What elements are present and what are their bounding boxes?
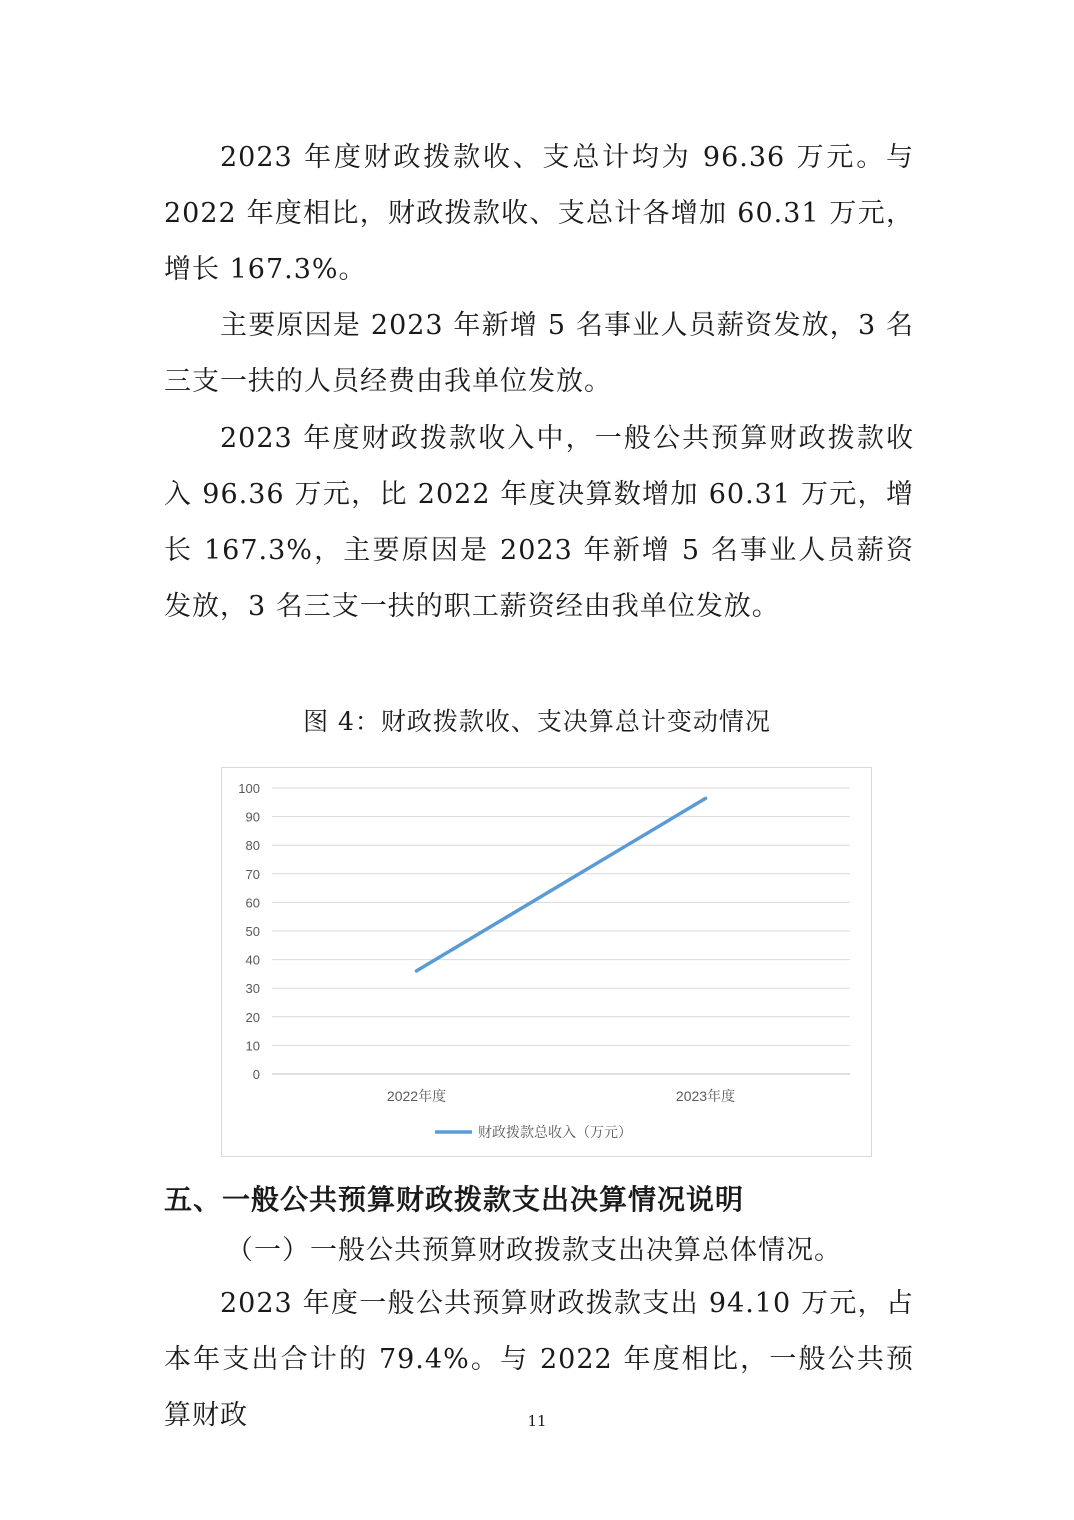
y-tick-label: 80 bbox=[245, 838, 260, 854]
y-tick-label: 60 bbox=[245, 895, 260, 911]
section-heading: 五、一般公共预算财政拨款支出决算情况说明 bbox=[164, 1183, 745, 1216]
data-point bbox=[415, 969, 418, 972]
figure-caption: 图 4：财政拨款收、支决算总计变动情况 bbox=[303, 707, 771, 736]
page-number: 11 bbox=[527, 1412, 547, 1430]
y-tick-label: 50 bbox=[245, 924, 260, 939]
y-tick-label: 100 bbox=[238, 781, 260, 796]
y-tick-label: 40 bbox=[245, 952, 260, 968]
paragraph-1: 2023 年度财政拨款收、支总计均为 96.36 万元。与 2022 年度相比，财政拨款收、支总计各增加 60.31 万元，增长 167.3%。 bbox=[164, 142, 914, 285]
y-tick-label: 20 bbox=[245, 1009, 260, 1025]
paragraph-3: 2023 年度财政拨款收入中，一般公共预算财政拨款收入 96.36 万元，比 2022 年度决算数增加 60.31 万元，增长 167.3%，主要原因是 2023 年新增 5 名事业人员薪资发放，3 名三支一扶的职工薪资经由我单位发放。 bbox=[164, 423, 914, 622]
y-tick-label: 10 bbox=[245, 1038, 260, 1054]
y-tick-label: 0 bbox=[252, 1067, 260, 1082]
y-tick-label: 70 bbox=[245, 866, 260, 882]
data-point bbox=[704, 797, 707, 800]
y-tick-label: 30 bbox=[245, 981, 260, 997]
chart-canvas bbox=[222, 768, 873, 1158]
paragraph-2: 主要原因是 2023 年新增 5 名事业人员薪资发放，3 名三支一扶的人员经费由我单位发放。 bbox=[164, 310, 914, 397]
series-line bbox=[417, 798, 706, 970]
legend-label: 财政拨款总收入（万元） bbox=[478, 1124, 632, 1140]
paragraph-4: 2023 年度一般公共预算财政拨款支出 94.10 万元，占本年支出合计的 79.4%。与 2022 年度相比，一般公共预算财政 bbox=[164, 1288, 914, 1431]
subsection-heading: （一）一般公共预算财政拨款支出决算总体情况。 bbox=[226, 1235, 842, 1266]
y-tick-label: 90 bbox=[245, 809, 260, 825]
x-tick-label: 2023年度 bbox=[675, 1088, 736, 1104]
line-chart bbox=[221, 767, 872, 1157]
x-tick-label: 2022年度 bbox=[386, 1088, 447, 1104]
